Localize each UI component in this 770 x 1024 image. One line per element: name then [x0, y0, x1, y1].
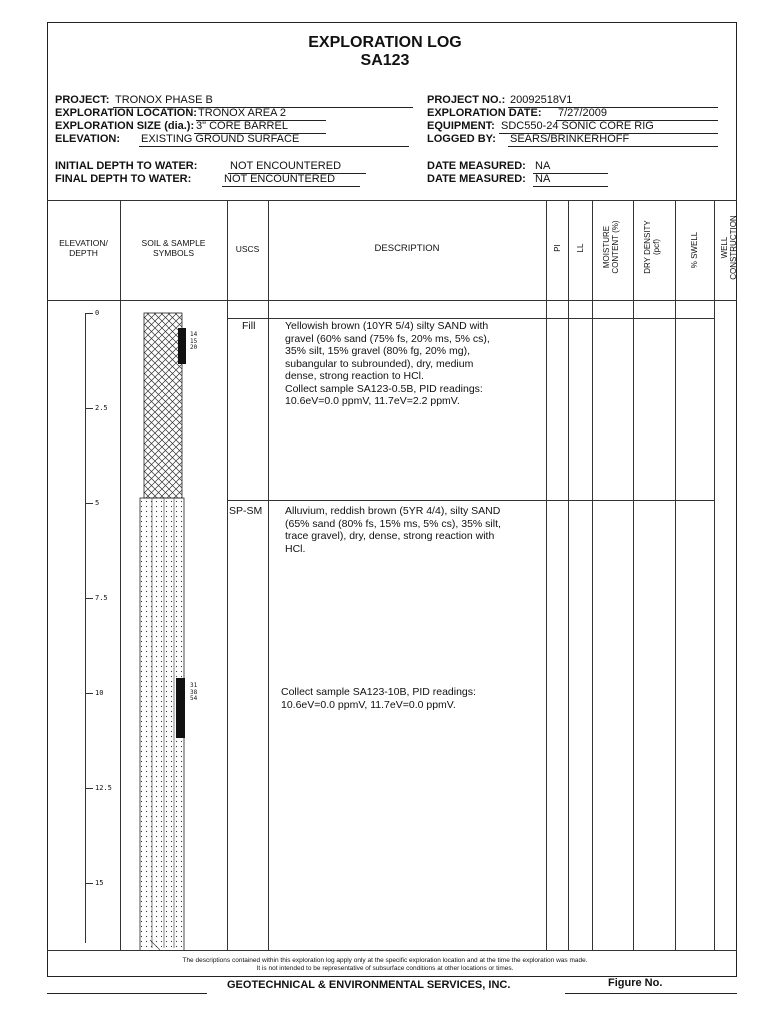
sample-numbers-2: 31 38 54: [190, 682, 198, 702]
footer-line-right: [565, 993, 737, 994]
date-measured-label-1: DATE MEASURED:: [427, 160, 526, 172]
col-divider-9: [714, 200, 715, 950]
depth-label: 7.5: [95, 594, 108, 602]
col-divider-7: [633, 200, 634, 950]
location-label: EXPLORATION LOCATION:: [55, 107, 197, 119]
final-water-underline: [222, 186, 360, 187]
initial-water-label: INITIAL DEPTH TO WATER:: [55, 160, 198, 172]
equipment-label: EQUIPMENT:: [427, 120, 495, 132]
disclaimer-line-2: It is not intended to be representative of subsurface conditions at other locations or times.: [256, 965, 514, 972]
col-header-ll: LL: [576, 243, 585, 253]
depth-label: 5: [95, 499, 100, 507]
size-label: EXPLORATION SIZE (dia.):: [55, 120, 195, 132]
project-no-label: PROJECT NO.:: [427, 94, 506, 106]
sample-note: Collect sample SA123-10B, PID readings: 10.6eV=0.0 ppmV, 11.7eV=0.0 ppmV.: [281, 686, 476, 711]
elevation-value: EXISTING GROUND SURFACE: [141, 133, 300, 145]
logged-label: LOGGED BY:: [427, 133, 496, 145]
location-value: TRONOX AREA 2: [198, 107, 287, 119]
log-id: SA123: [360, 52, 410, 69]
layer-1-description: Yellowish brown (10YR 5/4) silty SAND with gravel (60% sand (75% fs, 20% ms, 5% cs), 35% silt, 15% gravel (80% fg, 20% mg), subangular to subrounded), dry, medium dense, strong reaction to HCl. Collect sample SA123-0.5B, PID readings: 10.6eV=0.0 ppmV, 11.7eV=2.2 ppmV.: [285, 320, 490, 407]
size-value: 3" CORE BARREL: [196, 120, 288, 132]
sample-bar-2: [176, 678, 185, 738]
project-no-value: 20092518V1: [510, 94, 573, 106]
page-title: EXPLORATION LOG: [308, 34, 462, 51]
col-header-uscs: USCS: [235, 244, 260, 254]
col-divider-5: [568, 200, 569, 950]
date-measured-value-2: NA: [535, 173, 551, 185]
col-divider-4: [546, 200, 547, 950]
date-measured-label-2: DATE MEASURED:: [427, 173, 526, 185]
elevation-underline: [139, 146, 409, 147]
table-bottom-line: [47, 950, 737, 951]
depth-tick: [85, 693, 93, 694]
col-header-moisture: MOISTURE CONTENT (%): [602, 220, 620, 274]
figure-label: Figure No.: [608, 977, 663, 989]
depth-label: 10: [95, 689, 104, 697]
logged-underline: [508, 146, 718, 147]
depth-tick: [85, 598, 93, 599]
fill-layer-pattern: [144, 313, 182, 498]
col-header-elevation: ELEVATION/ DEPTH: [59, 238, 108, 258]
col-header-description: DESCRIPTION: [374, 243, 440, 254]
disclaimer-line-1: The descriptions contained within this exploration log apply only at the specific exploration location and at the time the exploration was made.: [182, 957, 588, 964]
col-header-pi: PI: [553, 244, 562, 252]
depth-tick: [85, 408, 93, 409]
layer-2-top-line: [227, 500, 714, 501]
project-label: PROJECT:: [55, 94, 110, 106]
elevation-label: ELEVATION:: [55, 133, 120, 145]
depth-label: 12.5: [95, 784, 112, 792]
initial-water-value: NOT ENCOUNTERED: [230, 160, 342, 172]
col-divider-8: [675, 200, 676, 950]
uscs-fill: Fill: [242, 320, 256, 332]
sample-bar-1: [178, 328, 186, 364]
project-value: TRONOX PHASE B: [115, 94, 213, 106]
col-divider-3: [268, 200, 269, 950]
company-name: GEOTECHNICAL & ENVIRONMENTAL SERVICES, INC.: [227, 979, 511, 991]
depth-tick: [85, 883, 93, 884]
depth-label: 2.5: [95, 404, 108, 412]
date-label: EXPLORATION DATE:: [427, 107, 542, 119]
col-header-swell: % SWELL: [690, 231, 699, 269]
col-header-density: DRY DENSITY (pcf): [643, 220, 661, 274]
depth-label: 15: [95, 879, 104, 887]
col-divider-6: [592, 200, 593, 950]
uscs-spsm: SP-SM: [229, 505, 263, 517]
soil-symbols-graphic: [120, 300, 230, 950]
footer-line-left: [47, 993, 207, 994]
depth-tick: [85, 503, 93, 504]
depth-label: 0: [95, 309, 100, 317]
logged-value: SEARS/BRINKERHOFF: [510, 133, 630, 145]
date-measured-underline-2: [533, 186, 608, 187]
date-value: 7/27/2009: [558, 107, 607, 119]
final-water-label: FINAL DEPTH TO WATER:: [55, 173, 192, 185]
date-measured-value-1: NA: [535, 160, 551, 172]
depth-tick: [85, 788, 93, 789]
sample-numbers-1: 14 15 20: [190, 331, 198, 351]
col-header-symbols: SOIL & SAMPLE SYMBOLS: [141, 238, 206, 258]
final-water-value: NOT ENCOUNTERED: [224, 173, 336, 185]
layer-2-description: Alluvium, reddish brown (5YR 4/4), silty SAND (65% sand (80% fs, 15% ms, 5% cs), 35% silt, trace gravel), dry, dense, strong reaction with HCl.: [285, 505, 501, 555]
depth-tick: [85, 313, 93, 314]
col-header-well: WELL CONSTRUCTION: [720, 215, 738, 280]
layer-1-top-line: [227, 318, 714, 319]
equipment-value: SDC550-24 SONIC CORE RIG: [501, 120, 654, 132]
